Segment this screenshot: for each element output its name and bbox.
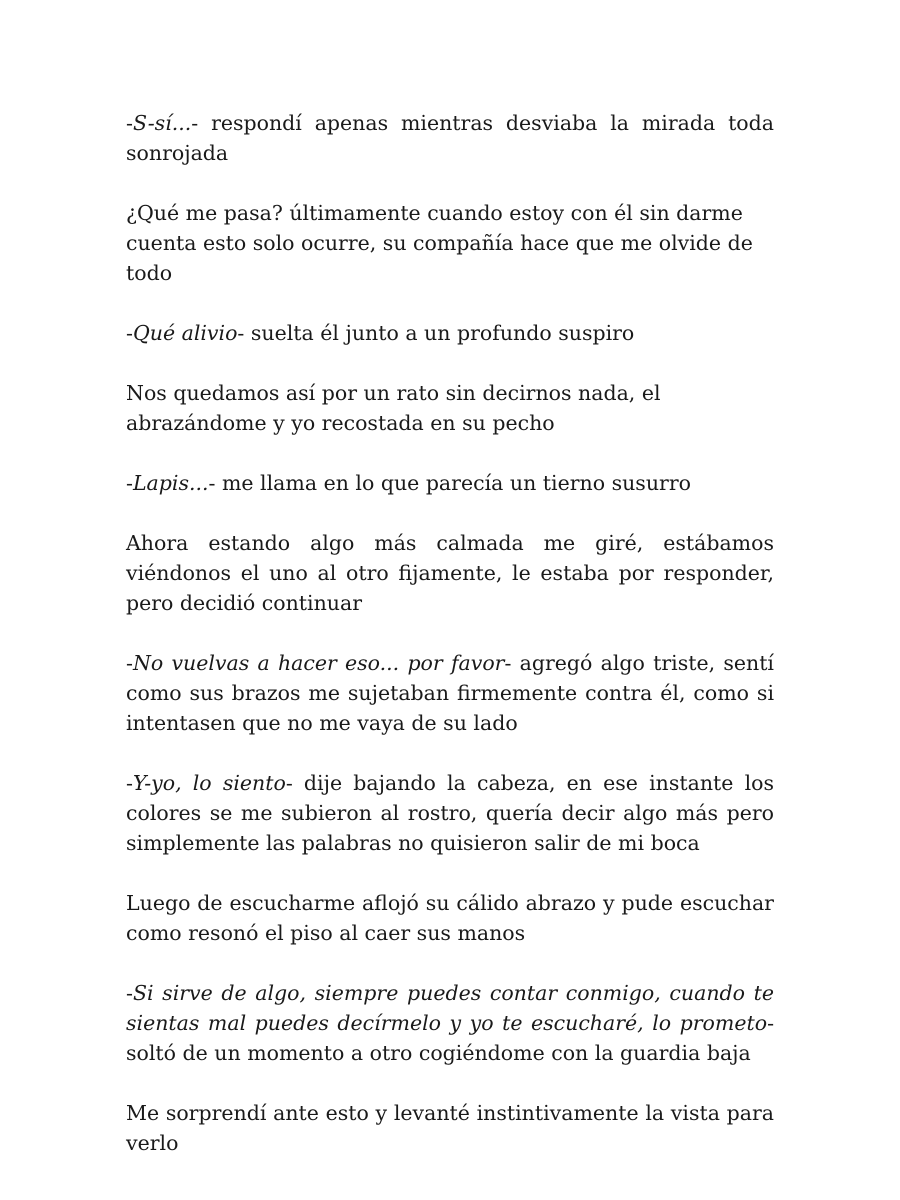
paragraph — [126, 468, 774, 498]
paragraph — [126, 1098, 774, 1158]
narration-text: - — [126, 471, 133, 495]
paragraph — [126, 768, 774, 858]
narration-text: - soltó de un momento a otro cogiéndome con la guardia baja — [126, 1011, 774, 1065]
narration-text: - suelta él junto a un profundo suspiro — [237, 321, 635, 345]
paragraph — [126, 528, 774, 618]
dialogue-text: S-sí... — [132, 111, 192, 135]
narration-text: Nos quedamos así por un rato sin decirnos nada, el abrazándome y yo recostada en su pecho — [126, 381, 661, 435]
narration-text: - — [126, 111, 133, 135]
paragraph — [126, 108, 774, 168]
narration-text: - — [126, 321, 133, 345]
narration-text: - — [126, 771, 133, 795]
narration-text: - agregó algo triste, sentí como sus brazos me sujetaban firmemente contra él, como si intentasen que no me vaya de su lado — [126, 651, 774, 735]
document-page — [126, 108, 774, 1188]
paragraph — [126, 198, 774, 288]
narration-text: ¿Qué me pasa? últimamente cuando estoy con él sin darme cuenta esto solo ocurre, su compañía hace que me olvide de todo — [126, 201, 753, 285]
narration-text: - — [126, 651, 133, 675]
narration-text: Me sorprendí ante esto y levanté instintivamente la vista para verlo — [126, 1101, 774, 1155]
paragraph — [126, 648, 774, 738]
narration-text: - dije bajando la cabeza, en ese instante los colores se me subieron al rostro, quería decir algo más pero simplemente las palabras no quisieron salir de mi boca — [126, 771, 774, 855]
dialogue-text: Qué alivio — [132, 321, 238, 345]
narration-text: Ahora estando algo más calmada me giré, estábamos viéndonos el uno al otro fijamente, le estaba por responder, pero decidió continuar — [126, 531, 774, 615]
dialogue-text: Y-yo, lo siento — [132, 771, 286, 795]
narration-text: - — [126, 981, 133, 1005]
narration-text: - respondí apenas mientras desviaba la mirada toda sonrojada — [126, 111, 774, 165]
paragraph — [126, 378, 774, 438]
paragraph — [126, 318, 774, 348]
dialogue-text: Si sirve de algo, siempre puedes contar conmigo, cuando te sientas mal puedes decírmelo y yo te escucharé, lo prometo — [126, 981, 774, 1035]
paragraph — [126, 978, 774, 1068]
dialogue-text: Lapis... — [132, 471, 209, 495]
narration-text: - me llama en lo que parecía un tierno susurro — [208, 471, 691, 495]
dialogue-text: No vuelvas a hacer eso... por favor — [132, 651, 505, 675]
narration-text: Luego de escucharme aflojó su cálido abrazo y pude escuchar como resonó el piso al caer sus manos — [126, 891, 774, 945]
paragraph — [126, 888, 774, 948]
